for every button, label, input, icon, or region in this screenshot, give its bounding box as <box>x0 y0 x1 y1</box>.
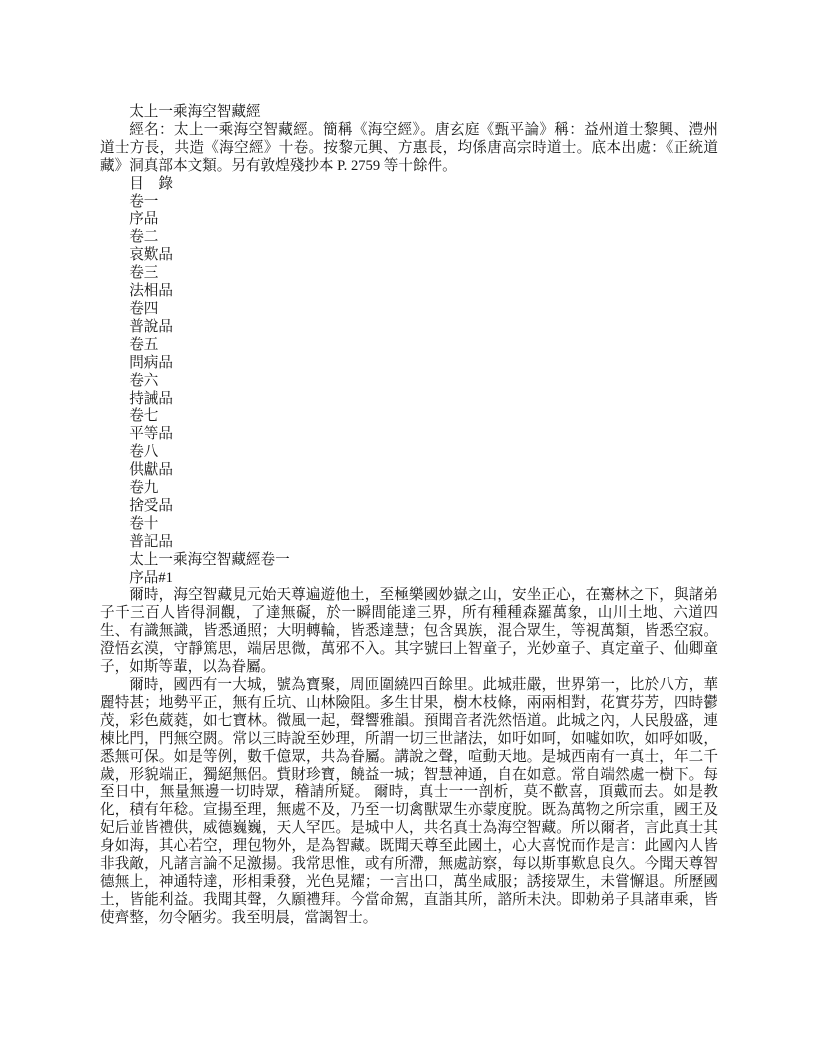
toc-item: 卷八 <box>129 444 159 461</box>
toc-item: 卷二 <box>129 229 159 246</box>
toc-item: 卷六 <box>129 372 159 389</box>
toc-header: 目 錄 <box>129 175 173 192</box>
toc-item: 卷十 <box>129 515 159 532</box>
body-paragraph: 爾時，國西有一大城，號為寶聚，周匝圍繞四百餘里。此城莊嚴，世界第一，比於八方，華麗特甚；地勢平正，無有丘坑、山林險阻。多生甘果，樹木枝條，兩兩相對，花實芬芳，四時鬱茂，彩色葳蕤，如七寶林。微風一起，聲響雅韻。預聞音者洗然悟道。此城之內，人民殷盛，連棟比門，門無空閼。常以三時說至妙理，所謂一切三世諸法，如吁如呵，如噓如吹，如呼如吸，悉無可保。如是等例，數千億眾，共為眷屬。講說之聲，喧動天地。是城西南有一真士，年二千歲，形貌端正，獨絕無侶。貲財珍寶，饒益一城；智慧神通，自在如意。常自端然處一樹下。每至日中，無量無邊一切時眾，稽請所疑。 爾時，真士一一剖析，莫不歡喜，頂戴而去。如是教化，積有年稔。宣揚至理，無處不及，乃至一切禽獸眾生亦蒙度脫。既為萬物之所宗重，國王及妃后並皆禮供，威德巍巍，天人罕匹。是城中人，共名真士為海空智藏。所以爾者，言此真士其身如海，其心若空，理包物外，是為智藏。既聞天尊至此國土，心大喜悅而作是言：此國內人皆非我敵，凡諸言論不足激揚。我常思惟，或有所滯，無處訪察，每以斯事歎息良久。今聞天尊智德無上，神通特達，形相秉發，光色晃耀；一言出口，萬坐咸服；誘接眾生，未嘗懈退。所歷國土，皆能利益。我聞其聲，久願禮拜。今當命駕，直詣其所，諮所未決。即勅弟子具諸車乘，皆使齊整，勿令陋劣。我至明晨，當謁智士。 <box>100 677 718 926</box>
toc-item: 捨受品 <box>129 497 173 514</box>
toc-item: 問病品 <box>129 354 173 371</box>
toc-item: 哀歎品 <box>129 247 173 264</box>
toc-item: 卷五 <box>129 336 159 353</box>
toc-item: 卷三 <box>129 265 159 282</box>
toc-item: 卷一 <box>129 193 159 210</box>
toc-item: 卷七 <box>129 408 159 425</box>
toc-item: 平等品 <box>129 426 173 443</box>
toc-item: 卷九 <box>129 480 159 497</box>
toc-item: 卷四 <box>129 300 159 317</box>
document-title: 太上一乘海空智藏經 <box>129 104 261 120</box>
intro-paragraph: 經名：太上一乘海空智藏經。簡稱《海空經》。唐玄庭《甄平論》稱：益州道士黎興、澧州道士方長，共造《海空經》十卷。按黎元興、方惠長，均係唐高宗時道士。底本出處：《正統道藏》洞真部本文類。另有敦煌殘抄本 P. 2759 等十餘件。 <box>100 121 718 174</box>
toc-item: 普記品 <box>129 533 173 550</box>
toc-item: 普說品 <box>129 318 173 335</box>
toc-item: 供獻品 <box>129 462 173 479</box>
volume-heading: 太上一乘海空智藏經卷一 <box>129 551 290 568</box>
body-paragraph: 爾時，海空智藏見元始天尊遍遊他土，至極樂國妙嶽之山，安坐正心，在騫林之下，與諸弟子千三百人皆得洞觀，了達無礙，於一瞬間能達三界，所有種種森羅萬象，山川土地、六道四生、有識無識，皆悉通照；大明轉輪，皆悉達慧；包含異族，混合眾生，等視萬類，皆悉空寂。澄悟玄漠，守靜篤思，端居思微，萬邪不入。其字號曰上智童子，光妙童子、真定童子、仙卿童子，如斯等輩，以為眷屬。 <box>100 587 718 676</box>
toc-item: 序品 <box>129 211 159 228</box>
document-page <box>100 104 718 928</box>
toc-item: 法相品 <box>129 283 173 300</box>
chapter-heading: 序品#1 <box>129 569 173 586</box>
toc-item: 持誡品 <box>129 390 173 407</box>
